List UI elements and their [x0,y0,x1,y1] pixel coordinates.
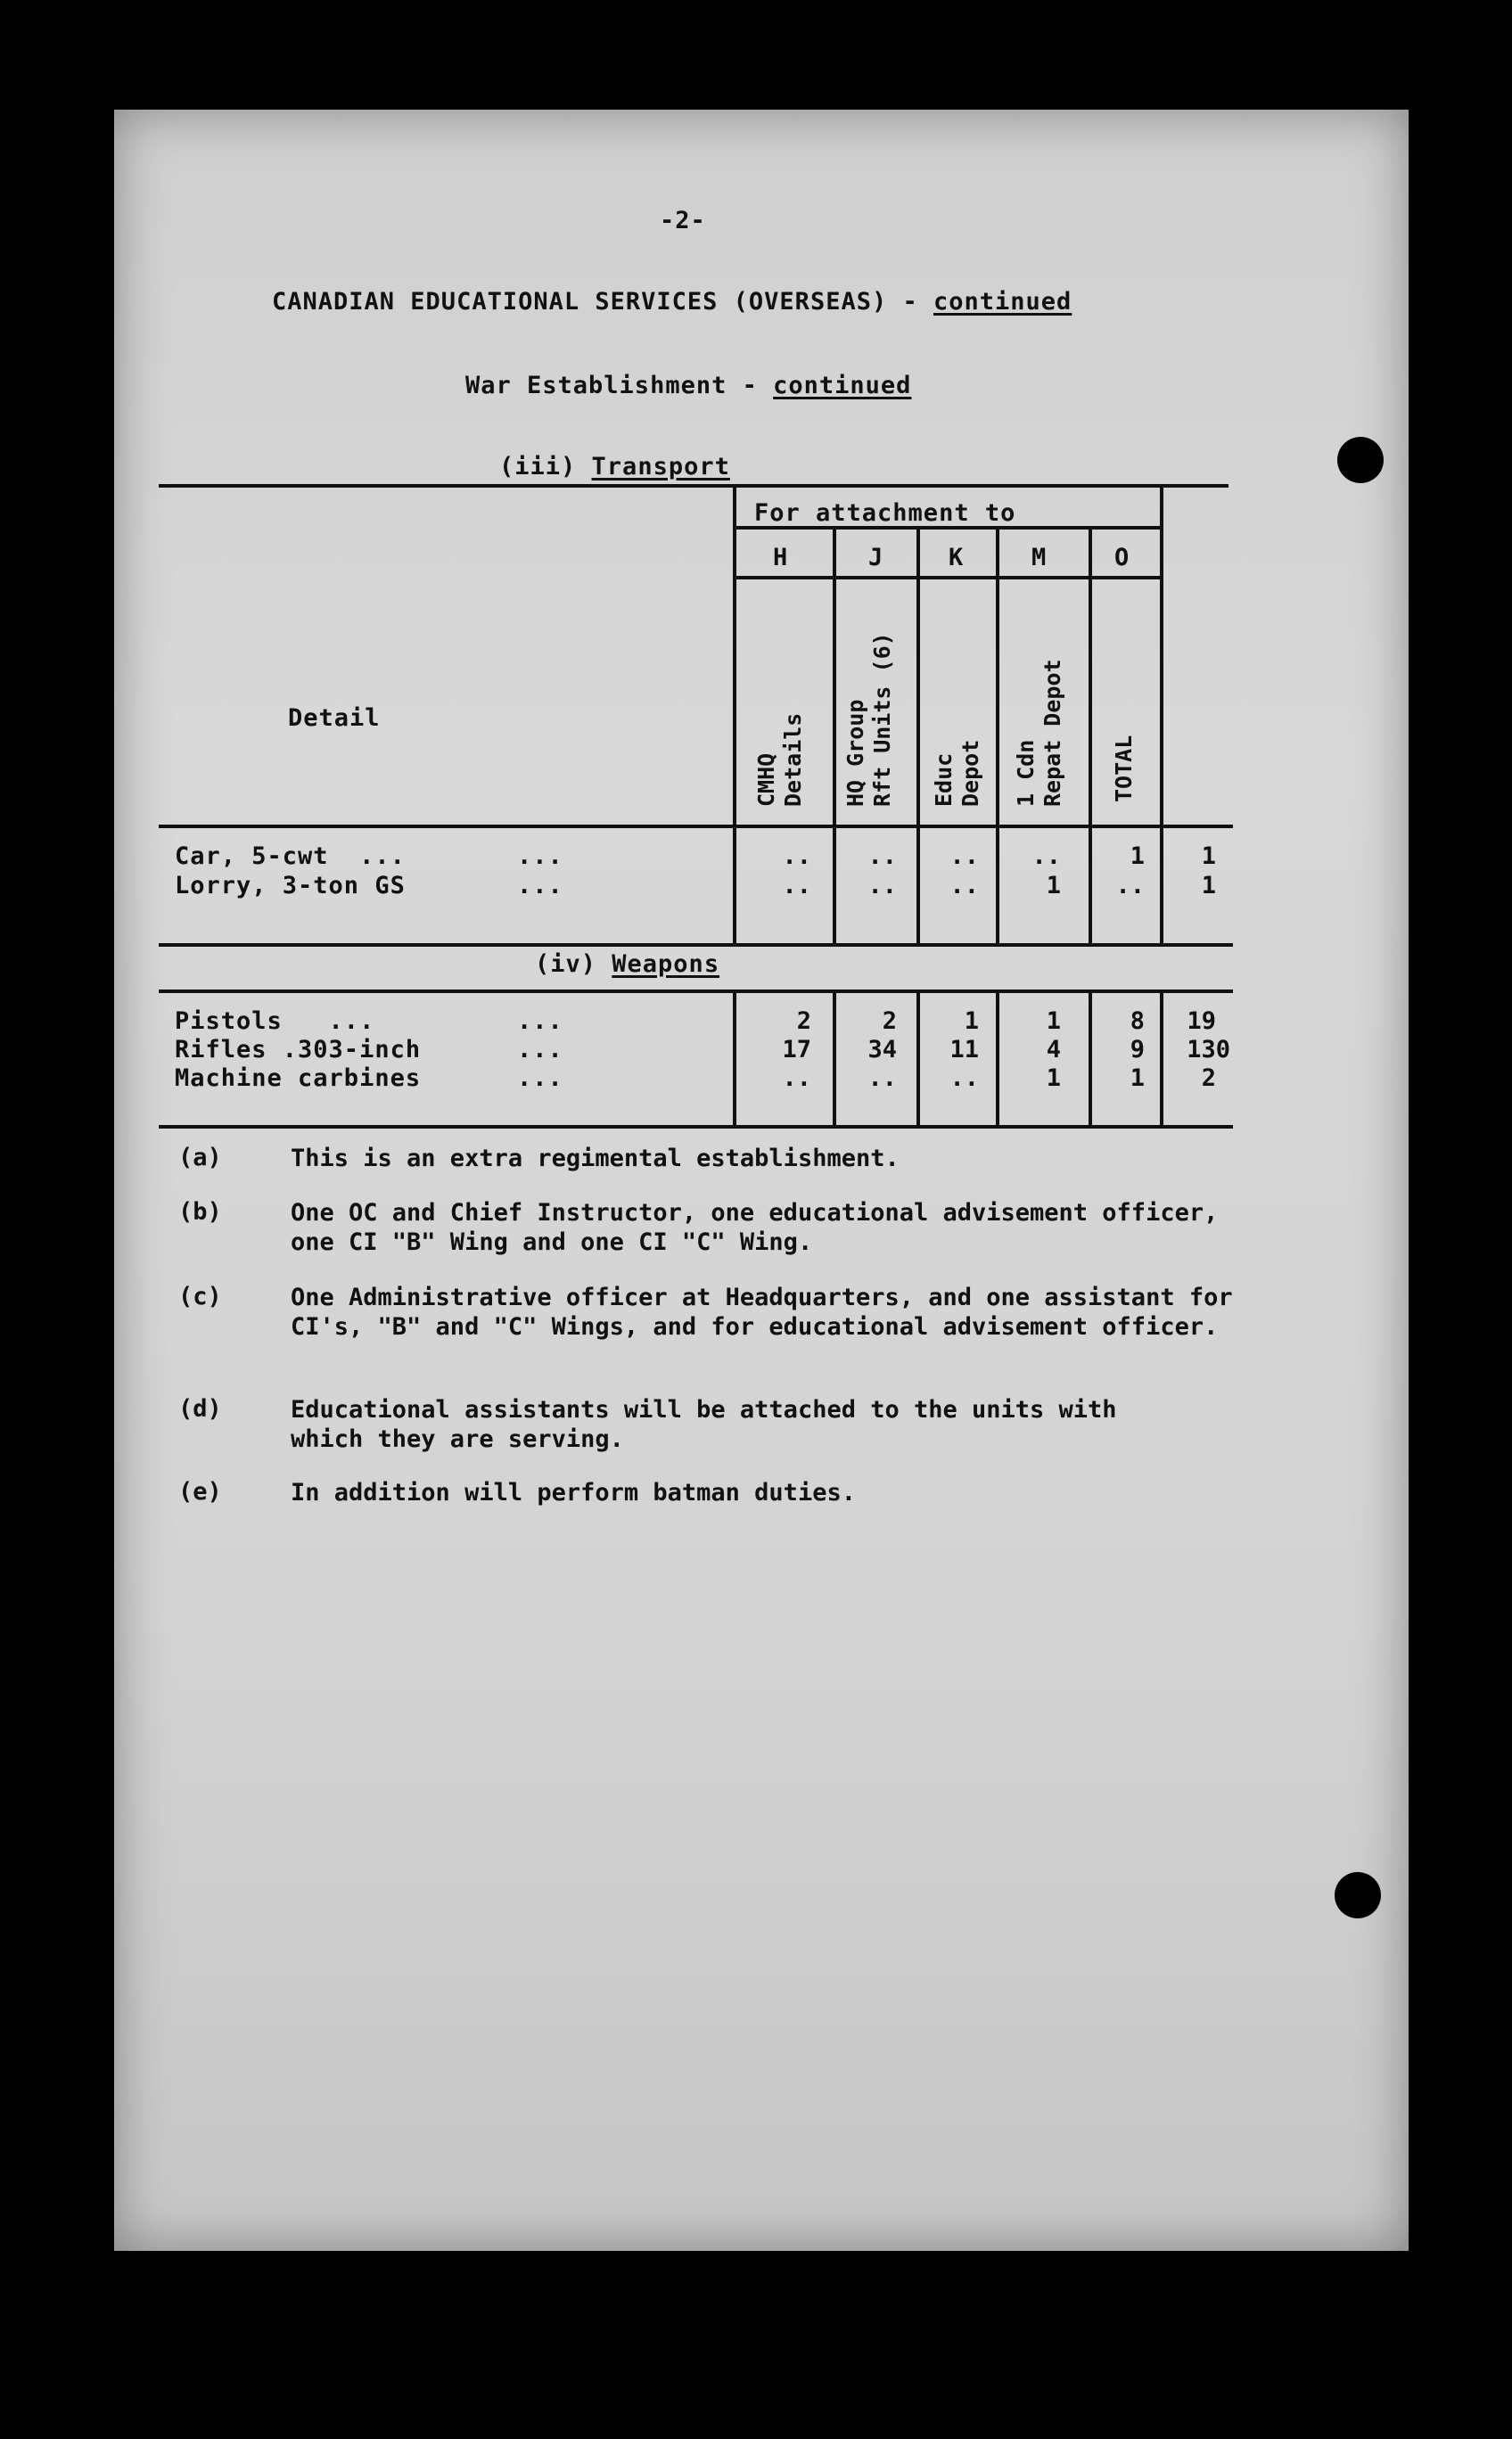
cell-value: 2 [1201,1064,1216,1092]
column-label: HQ Group Rft Units (6) [842,632,895,807]
column-label: CMHQ Details [753,712,806,807]
cell-value: 19 [1187,1007,1216,1035]
table-rule [1089,990,1092,1125]
column-group-header: For attachment to [754,499,1016,527]
cell-value: 11 [949,1036,979,1063]
note-text: Educational assistants will be attached to the units with which they are serving. [291,1396,1117,1453]
table-rule [833,990,836,1125]
column-letter: H [773,544,789,571]
cell-value: .. [782,842,811,870]
cell-value: .. [1031,842,1061,870]
cell-value: .. [867,1064,897,1092]
row-dots: ... [517,842,563,870]
document-subtitle: War Establishment - continued [465,372,912,399]
note-label: (d) [178,1395,222,1423]
table-rule [159,484,1228,488]
table-rule [916,990,920,1125]
section-heading-weapons: (iv) Weapons [535,950,720,978]
note-label: (a) [178,1144,222,1171]
table-rule [833,526,836,943]
table-rule [159,1125,1233,1129]
cell-value: .. [949,842,979,870]
note-label: (e) [178,1478,222,1506]
table-rule [996,990,999,1125]
cell-value: .. [1115,872,1145,899]
table-rule [733,990,736,1125]
note-text: One Administrative officer at Headquarters, and one assistant for CI's, "B" and "C" Wings, and for educational advisement officer. [291,1284,1233,1341]
cell-value: .. [867,842,897,870]
cell-value: .. [867,872,897,899]
table-rule [916,526,920,943]
table-rule [159,943,1233,947]
cell-value: 8 [1130,1007,1145,1035]
column-label: Educ Depot [931,739,983,807]
note-text: This is an extra regimental establishment. [291,1145,900,1172]
cell-value: 130 [1187,1036,1230,1063]
cell-value: 2 [796,1007,811,1035]
table-rule [1089,526,1092,943]
document-page [114,110,1409,2251]
page-number: -2- [660,207,706,234]
cell-value: 2 [882,1007,897,1035]
column-label: 1 Cdn Repat Depot [1013,659,1065,807]
table-rule [1160,990,1163,1125]
cell-value: .. [949,1064,979,1092]
detail-header: Detail [288,704,381,732]
table-rule [734,576,1162,579]
cell-value: 17 [782,1036,811,1063]
note-text: In addition will perform batman duties. [291,1479,856,1507]
section-heading-transport: (iii) Transport [499,453,730,480]
note-text: One OC and Chief Instructor, one educational advisement officer, one CI "B" Wing and one CI "C" Wing. [291,1199,1219,1256]
punch-hole [1337,437,1384,483]
row-label: Rifles .303-inch [175,1036,422,1063]
cell-value: 4 [1046,1036,1061,1063]
column-label: TOTAL [1111,735,1137,802]
document-title: CANADIAN EDUCATIONAL SERVICES (OVERSEAS) - continued [272,288,1072,316]
cell-value: 1 [1130,1064,1145,1092]
column-letter: M [1031,544,1048,571]
punch-hole [1335,1872,1381,1918]
table-rule [996,526,999,943]
row-dots: ... [517,1007,563,1035]
cell-value: 1 [1130,842,1145,870]
note-label: (c) [178,1283,222,1310]
cell-value: 1 [1046,872,1061,899]
cell-value: .. [782,1064,811,1092]
cell-value: 1 [964,1007,979,1035]
table-rule [159,990,1233,993]
table-rule [1160,484,1163,943]
cell-value: 9 [1130,1036,1145,1063]
row-dots: ... [517,872,563,899]
row-label: Car, 5-cwt ... [175,842,406,870]
note-label: (b) [178,1198,222,1226]
cell-value: 34 [867,1036,897,1063]
cell-value: 1 [1201,842,1216,870]
row-dots: ... [517,1064,563,1092]
row-label: Pistols ... [175,1007,375,1035]
column-letter: O [1114,544,1130,571]
row-label: Machine carbines [175,1064,422,1092]
cell-value: 1 [1046,1064,1061,1092]
cell-value: .. [949,872,979,899]
cell-value: .. [782,872,811,899]
table-rule [733,484,736,943]
column-letter: J [868,544,884,571]
column-letter: K [949,544,965,571]
row-label: Lorry, 3-ton GS [175,872,406,899]
cell-value: 1 [1046,1007,1061,1035]
table-rule [159,825,1233,828]
cell-value: 1 [1201,872,1216,899]
row-dots: ... [517,1036,563,1063]
